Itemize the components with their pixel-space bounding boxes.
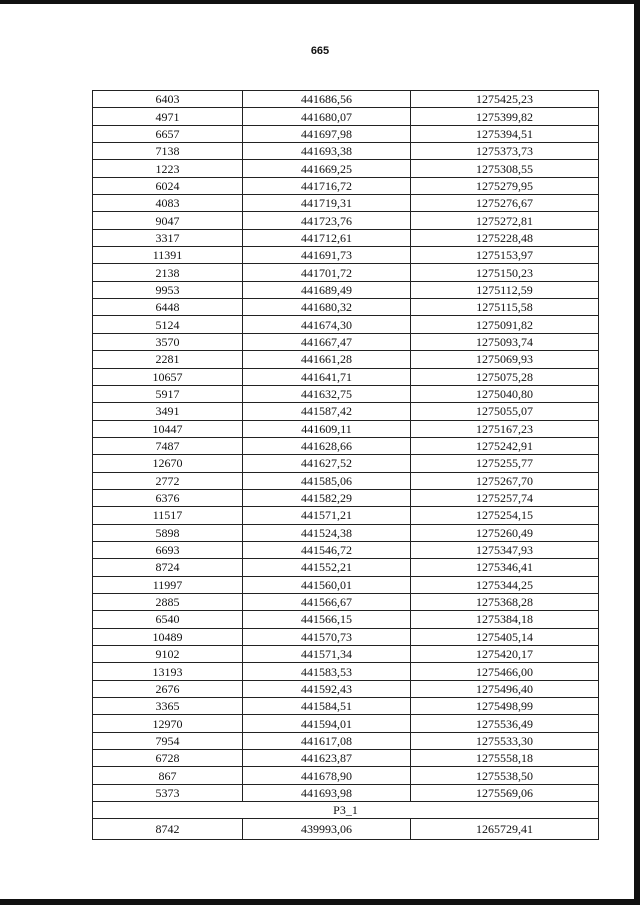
cell-x-coordinate: 441723,76: [243, 212, 411, 229]
cell-y-coordinate: 1275255,77: [411, 455, 599, 472]
cell-y-coordinate: 1275228,48: [411, 229, 599, 246]
cell-point-number: 4083: [93, 195, 243, 212]
cell-y-coordinate: 1275260,49: [411, 524, 599, 541]
cell-point-number: 5898: [93, 524, 243, 541]
table-row: [93, 819, 599, 840]
table-row: [93, 507, 599, 524]
table-row: [93, 732, 599, 749]
cell-y-coordinate: 1275368,28: [411, 593, 599, 610]
cell-x-coordinate: 441627,52: [243, 455, 411, 472]
scan-border-bottom: [0, 899, 640, 905]
cell-point-number: 12970: [93, 715, 243, 732]
cell-x-coordinate: 441609,11: [243, 420, 411, 437]
cell-x-coordinate: 441623,87: [243, 750, 411, 767]
cell-point-number: 6657: [93, 125, 243, 142]
cell-y-coordinate: 1275276,67: [411, 195, 599, 212]
cell-y-coordinate: 1275569,06: [411, 784, 599, 801]
table-row: [93, 680, 599, 697]
cell-x-coordinate: 441566,67: [243, 593, 411, 610]
scan-border-top: [0, 0, 640, 4]
cell-y-coordinate: 1275153,97: [411, 247, 599, 264]
cell-x-coordinate: 441678,90: [243, 767, 411, 784]
cell-x-coordinate: 441680,32: [243, 299, 411, 316]
table-row: [93, 195, 599, 212]
table-row: [93, 524, 599, 541]
cell-y-coordinate: 1275466,00: [411, 663, 599, 680]
cell-y-coordinate: 1275308,55: [411, 160, 599, 177]
cell-point-number: 7954: [93, 732, 243, 749]
cell-x-coordinate: 441584,51: [243, 698, 411, 715]
cell-x-coordinate: 441697,98: [243, 125, 411, 142]
cell-x-coordinate: 441585,06: [243, 472, 411, 489]
cell-y-coordinate: 1275242,91: [411, 437, 599, 454]
cell-y-coordinate: 1275075,28: [411, 368, 599, 385]
cell-point-number: 12670: [93, 455, 243, 472]
cell-point-number: 2676: [93, 680, 243, 697]
cell-x-coordinate: 441594,01: [243, 715, 411, 732]
cell-point-number: 6448: [93, 299, 243, 316]
table-row: [93, 420, 599, 437]
cell-point-number: 6693: [93, 541, 243, 558]
cell-point-number: 10447: [93, 420, 243, 437]
cell-y-coordinate: 1275399,82: [411, 108, 599, 125]
coordinates-table-body: [93, 91, 599, 840]
cell-x-coordinate: 441691,73: [243, 247, 411, 264]
table-row: [93, 698, 599, 715]
cell-point-number: 2772: [93, 472, 243, 489]
cell-point-number: 3570: [93, 333, 243, 350]
cell-y-coordinate: 1275267,70: [411, 472, 599, 489]
cell-point-number: 6376: [93, 489, 243, 506]
table-row: [93, 576, 599, 593]
cell-x-coordinate: 441628,66: [243, 437, 411, 454]
cell-point-number: 13193: [93, 663, 243, 680]
cell-y-coordinate: 1275425,23: [411, 91, 599, 108]
cell-x-coordinate: 441667,47: [243, 333, 411, 350]
cell-point-number: 2138: [93, 264, 243, 281]
cell-y-coordinate: 1275405,14: [411, 628, 599, 645]
cell-y-coordinate: 1275112,59: [411, 281, 599, 298]
cell-y-coordinate: 1275257,74: [411, 489, 599, 506]
table-row: [93, 351, 599, 368]
section-row: [93, 802, 599, 819]
cell-y-coordinate: 1275538,50: [411, 767, 599, 784]
table-row: [93, 715, 599, 732]
cell-x-coordinate: 441546,72: [243, 541, 411, 558]
cell-point-number: 10489: [93, 628, 243, 645]
cell-x-coordinate: 441716,72: [243, 177, 411, 194]
cell-point-number: 3317: [93, 229, 243, 246]
cell-point-number: 10657: [93, 368, 243, 385]
table-row: [93, 385, 599, 402]
cell-x-coordinate: 441552,21: [243, 559, 411, 576]
cell-x-coordinate: 441680,07: [243, 108, 411, 125]
cell-y-coordinate: 1265729,41: [411, 819, 599, 840]
cell-point-number: 6540: [93, 611, 243, 628]
table-row: [93, 160, 599, 177]
page-number: 665: [310, 45, 330, 57]
cell-x-coordinate: 441524,38: [243, 524, 411, 541]
cell-x-coordinate: 441701,72: [243, 264, 411, 281]
table-row: [93, 264, 599, 281]
table-row: [93, 437, 599, 454]
cell-y-coordinate: 1275558,18: [411, 750, 599, 767]
section-label: P3_1: [93, 802, 599, 819]
scan-border-right: [634, 0, 640, 905]
cell-point-number: 5917: [93, 385, 243, 402]
cell-point-number: 6403: [93, 91, 243, 108]
cell-y-coordinate: 1275115,58: [411, 299, 599, 316]
cell-y-coordinate: 1275533,30: [411, 732, 599, 749]
cell-x-coordinate: 441587,42: [243, 403, 411, 420]
table-row: [93, 143, 599, 160]
table-row: [93, 333, 599, 350]
cell-point-number: 867: [93, 767, 243, 784]
table-row: [93, 750, 599, 767]
table-row: [93, 784, 599, 801]
cell-y-coordinate: 1275040,80: [411, 385, 599, 402]
table-row: [93, 663, 599, 680]
cell-y-coordinate: 1275384,18: [411, 611, 599, 628]
cell-x-coordinate: 441571,21: [243, 507, 411, 524]
cell-y-coordinate: 1275536,49: [411, 715, 599, 732]
cell-x-coordinate: 441693,38: [243, 143, 411, 160]
cell-x-coordinate: 441583,53: [243, 663, 411, 680]
cell-point-number: 9953: [93, 281, 243, 298]
cell-point-number: 11517: [93, 507, 243, 524]
cell-point-number: 2885: [93, 593, 243, 610]
coordinates-table: [92, 90, 599, 840]
cell-x-coordinate: 441719,31: [243, 195, 411, 212]
cell-point-number: 5373: [93, 784, 243, 801]
table-row: [93, 212, 599, 229]
cell-y-coordinate: 1275498,99: [411, 698, 599, 715]
table-row: [93, 91, 599, 108]
cell-x-coordinate: 441560,01: [243, 576, 411, 593]
cell-y-coordinate: 1275069,93: [411, 351, 599, 368]
cell-y-coordinate: 1275167,23: [411, 420, 599, 437]
table-row: [93, 281, 599, 298]
table-row: [93, 767, 599, 784]
cell-y-coordinate: 1275272,81: [411, 212, 599, 229]
cell-point-number: 1223: [93, 160, 243, 177]
table-row: [93, 316, 599, 333]
cell-y-coordinate: 1275254,15: [411, 507, 599, 524]
cell-point-number: 11997: [93, 576, 243, 593]
cell-y-coordinate: 1275496,40: [411, 680, 599, 697]
table-row: [93, 299, 599, 316]
cell-y-coordinate: 1275279,95: [411, 177, 599, 194]
cell-point-number: 3365: [93, 698, 243, 715]
table-row: [93, 247, 599, 264]
table-row: [93, 611, 599, 628]
cell-x-coordinate: 441570,73: [243, 628, 411, 645]
cell-y-coordinate: 1275394,51: [411, 125, 599, 142]
cell-x-coordinate: 441592,43: [243, 680, 411, 697]
table-row: [93, 628, 599, 645]
table-row: [93, 559, 599, 576]
cell-x-coordinate: 441641,71: [243, 368, 411, 385]
table-row: [93, 177, 599, 194]
cell-x-coordinate: 441632,75: [243, 385, 411, 402]
cell-point-number: 4971: [93, 108, 243, 125]
cell-y-coordinate: 1275373,73: [411, 143, 599, 160]
table-row: [93, 368, 599, 385]
cell-point-number: 8742: [93, 819, 243, 840]
cell-point-number: 6024: [93, 177, 243, 194]
cell-x-coordinate: 441686,56: [243, 91, 411, 108]
table-row: [93, 108, 599, 125]
cell-point-number: 9102: [93, 646, 243, 663]
cell-x-coordinate: 441571,34: [243, 646, 411, 663]
cell-x-coordinate: 441669,25: [243, 160, 411, 177]
cell-point-number: 3491: [93, 403, 243, 420]
cell-y-coordinate: 1275093,74: [411, 333, 599, 350]
cell-point-number: 2281: [93, 351, 243, 368]
cell-point-number: 5124: [93, 316, 243, 333]
cell-point-number: 7487: [93, 437, 243, 454]
cell-x-coordinate: 441674,30: [243, 316, 411, 333]
cell-point-number: 7138: [93, 143, 243, 160]
table-row: [93, 472, 599, 489]
table-row: [93, 541, 599, 558]
table-row: [93, 229, 599, 246]
cell-x-coordinate: 441582,29: [243, 489, 411, 506]
table-row: [93, 125, 599, 142]
cell-point-number: 8724: [93, 559, 243, 576]
cell-point-number: 6728: [93, 750, 243, 767]
cell-x-coordinate: 441693,98: [243, 784, 411, 801]
cell-x-coordinate: 441566,15: [243, 611, 411, 628]
cell-y-coordinate: 1275150,23: [411, 264, 599, 281]
cell-point-number: 9047: [93, 212, 243, 229]
cell-x-coordinate: 441712,61: [243, 229, 411, 246]
cell-y-coordinate: 1275055,07: [411, 403, 599, 420]
cell-y-coordinate: 1275091,82: [411, 316, 599, 333]
cell-point-number: 11391: [93, 247, 243, 264]
table-row: [93, 489, 599, 506]
cell-x-coordinate: 439993,06: [243, 819, 411, 840]
table-row: [93, 646, 599, 663]
cell-y-coordinate: 1275344,25: [411, 576, 599, 593]
table-row: [93, 455, 599, 472]
cell-y-coordinate: 1275346,41: [411, 559, 599, 576]
cell-x-coordinate: 441617,08: [243, 732, 411, 749]
table-row: [93, 593, 599, 610]
cell-x-coordinate: 441689,49: [243, 281, 411, 298]
table-row: [93, 403, 599, 420]
cell-y-coordinate: 1275420,17: [411, 646, 599, 663]
cell-y-coordinate: 1275347,93: [411, 541, 599, 558]
cell-x-coordinate: 441661,28: [243, 351, 411, 368]
